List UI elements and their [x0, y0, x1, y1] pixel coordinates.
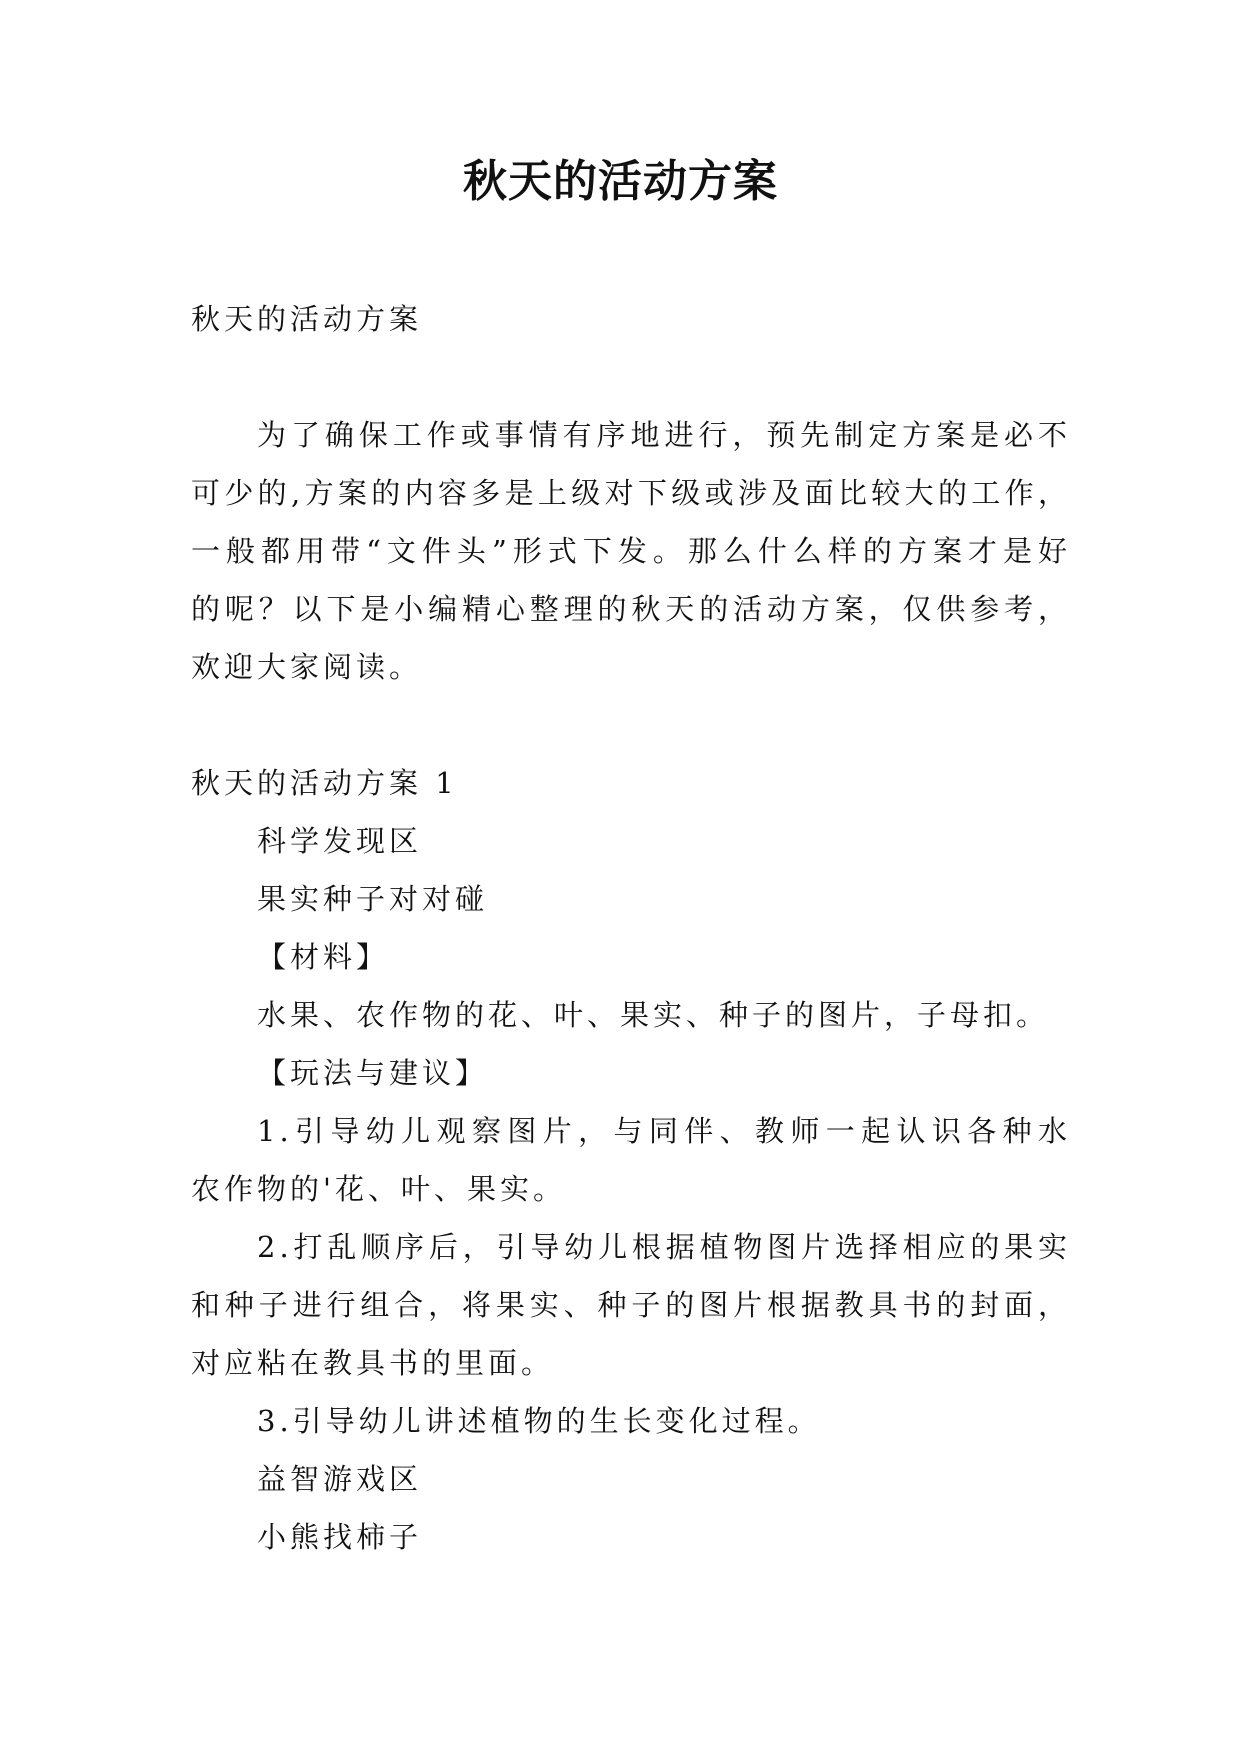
step-line: 和种子进行组合，将果实、种子的图片根据教具书的封面，	[191, 1288, 1071, 1322]
intro-line: 欢迎大家阅读。	[191, 650, 423, 684]
area-heading: 科学发现区	[257, 824, 423, 858]
area-heading: 益智游戏区	[257, 1462, 423, 1496]
intro-line: 可少的,方案的内容多是上级对下级或涉及面比较大的工作，	[191, 476, 1071, 510]
step-line: 3.引导幼儿讲述植物的生长变化过程。	[257, 1404, 821, 1438]
intro-line: 一般都用带“文件头”形式下发。那么什么样的方案才是好	[191, 534, 1071, 568]
document-title: 秋天的活动方案	[463, 156, 778, 207]
intro-line: 为了确保工作或事情有序地进行，预先制定方案是必不	[257, 418, 1071, 452]
activity-heading: 小熊找柿子	[257, 1520, 423, 1554]
activity-heading: 果实种子对对碰	[257, 882, 489, 916]
subtitle: 秋天的活动方案	[191, 302, 423, 336]
materials-text: 水果、农作物的花、叶、果实、种子的图片，子母扣。	[257, 998, 1050, 1032]
document-body	[191, 290, 1071, 1566]
spacer	[191, 696, 1071, 754]
step-line: 2.打乱顺序后，引导幼儿根据植物图片选择相应的果实	[257, 1230, 1071, 1264]
play-label: 【玩法与建议】	[257, 1056, 489, 1090]
step-line: 1.引导幼儿观察图片，与同伴、教师一起认识各种水	[257, 1114, 1071, 1148]
intro-line: 的呢？以下是小编精心整理的秋天的活动方案，仅供参考，	[191, 592, 1071, 626]
materials-label: 【材料】	[257, 940, 390, 974]
step-line: 农作物的'花、叶、果实。	[191, 1172, 566, 1206]
spacer	[191, 348, 1071, 406]
step-line: 对应粘在教具书的里面。	[191, 1346, 555, 1380]
section-heading: 秋天的活动方案 1	[191, 766, 458, 800]
